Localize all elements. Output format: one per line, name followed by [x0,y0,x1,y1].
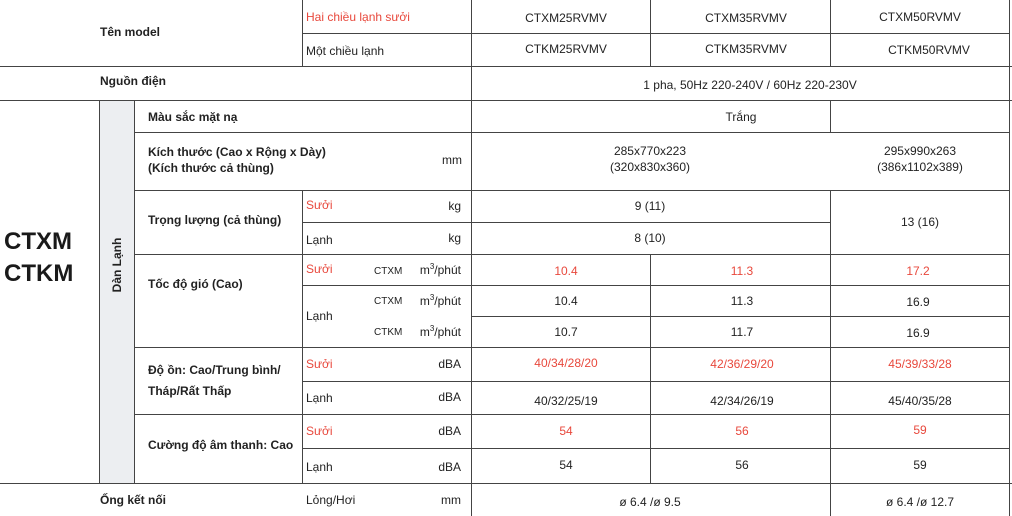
series-label-ctkm: CTKM [4,260,74,287]
sound-cool-2: 56 [735,458,749,472]
airflow-heat-3: 17.2 [906,264,930,278]
airflow-unit-tail: /phút [434,325,461,339]
piping-unit: mm [441,493,461,507]
sound-cool-unit: dBA [438,460,461,474]
airflow-unit-exp: 3 [429,262,435,271]
cool-only-label: Một chiều lạnh [306,44,385,58]
dimensions-box-2: (386x1102x389) [877,160,963,174]
airflow-unit-tail: /phút [434,263,461,277]
dimensions-value-2: 295x990x263 [883,144,957,158]
heat-cool-model-2: CTXM35RVMV [705,11,787,25]
airflow-heat-1: 10.4 [554,264,578,278]
weight-heat-value: 9 (11) [634,199,666,213]
airflow-heat-2: 11.3 [730,264,754,278]
heat-cool-label: Hai chiều lạnh sưởi [306,10,410,24]
noise-cool-3: 45/40/35/28 [888,394,952,408]
sound-power-label: Cường độ âm thanh: Cao [148,438,294,452]
sound-heat-label: Sưởi [306,424,333,438]
sound-heat-3: 59 [913,423,927,437]
noise-sublabel: Tháp/Rất Thấp [148,384,232,398]
airflow-unit-base: m [419,325,430,339]
airflow-ctkm-tag: CTKM [374,327,403,338]
weight-heat-label: Sưởi [306,198,333,212]
weight-cool-unit: kg [448,231,461,245]
airflow-unit-tail: /phút [434,294,461,308]
airflow-unit-2 [420,294,461,308]
sound-cool-3: 59 [913,458,927,472]
cool-only-model-2: CTKM35RVMV [705,42,787,56]
airflow-cool-ctxm-2: 11.3 [730,294,754,308]
airflow-cool-ctxm-3: 16.9 [906,295,930,309]
dimensions-unit: mm [442,153,462,167]
model-name-label: Tên model [100,25,161,39]
noise-cool-unit: dBA [438,390,461,404]
airflow-cool-ctxm-1: 10.4 [554,294,578,308]
weight-cool-label: Lạnh [306,233,333,247]
piping-sublabel: Lỏng/Hơi [306,493,356,507]
noise-cool-label: Lạnh [306,391,333,405]
noise-heat-1: 40/34/28/20 [534,356,598,370]
power-supply-label: Nguồn điện [100,74,166,88]
series-label-ctxm: CTXM [4,228,72,255]
piping-value-1: ø 6.4 /ø 9.5 [619,495,681,509]
panel-color-value: Trắng [725,110,757,124]
power-supply-value: 1 pha, 50Hz 220-240V / 60Hz 220-230V [643,78,857,92]
airflow-heat-label: Sưởi [306,262,333,276]
weight-cool-value: 8 (10) [634,231,666,245]
weight-heat-unit: kg [448,199,461,213]
noise-heat-unit: dBA [438,357,461,371]
weight-value-3: 13 (16) [900,215,940,229]
airflow-cool-ctkm-1: 10.7 [554,325,578,339]
sound-heat-unit: dBA [438,424,461,438]
noise-cool-2: 42/34/26/19 [710,394,774,408]
cool-only-model-3: CTKM50RVMV [888,43,970,57]
dimensions-box-1: (320x830x360) [609,160,691,174]
dimensions-value-1: 285x770x223 [613,144,687,158]
sound-heat-1: 54 [559,424,573,438]
indoor-unit-label: Dàn Lạnh [110,237,124,293]
airflow-unit-base: m [419,294,430,308]
airflow-cool-label: Lạnh [306,309,333,323]
sound-heat-2: 56 [735,424,749,438]
noise-heat-3: 45/39/33/28 [888,357,952,371]
airflow-cool-ctkm-2: 11.7 [730,325,754,339]
airflow-unit-1 [420,263,461,277]
weight-label: Trọng lượng (cả thùng) [148,213,282,227]
panel-color-label: Màu sắc mặt nạ [148,110,238,124]
airflow-unit-base: m [419,263,430,277]
airflow-unit-exp: 3 [429,324,435,333]
cool-only-model-1: CTKM25RVMV [525,42,607,56]
airflow-ctxm-tag-1: CTXM [374,266,403,277]
heat-cool-model-1: CTXM25RVMV [525,11,607,25]
sound-cool-1: 54 [559,458,573,472]
dimensions-label: Kích thước (Cao x Rộng x Dày) [148,145,326,159]
noise-label: Độ ồn: Cao/Trung bình/ [148,363,281,377]
noise-heat-label: Sưởi [306,357,333,371]
airflow-unit-3 [420,325,461,339]
airflow-ctxm-tag-2: CTXM [374,296,403,307]
airflow-cool-ctkm-3: 16.9 [906,326,930,340]
dimensions-sublabel: (Kích thước cả thùng) [148,161,274,175]
piping-label: Ống kết nối [100,493,166,507]
piping-value-2: ø 6.4 /ø 12.7 [885,495,955,509]
sound-cool-label: Lạnh [306,460,333,474]
airflow-label: Tốc độ gió (Cao) [148,277,243,291]
heat-cool-model-3: CTXM50RVMV [879,10,961,24]
noise-heat-2: 42/36/29/20 [710,357,774,371]
noise-cool-1: 40/32/25/19 [534,394,598,408]
airflow-unit-exp: 3 [429,293,435,302]
